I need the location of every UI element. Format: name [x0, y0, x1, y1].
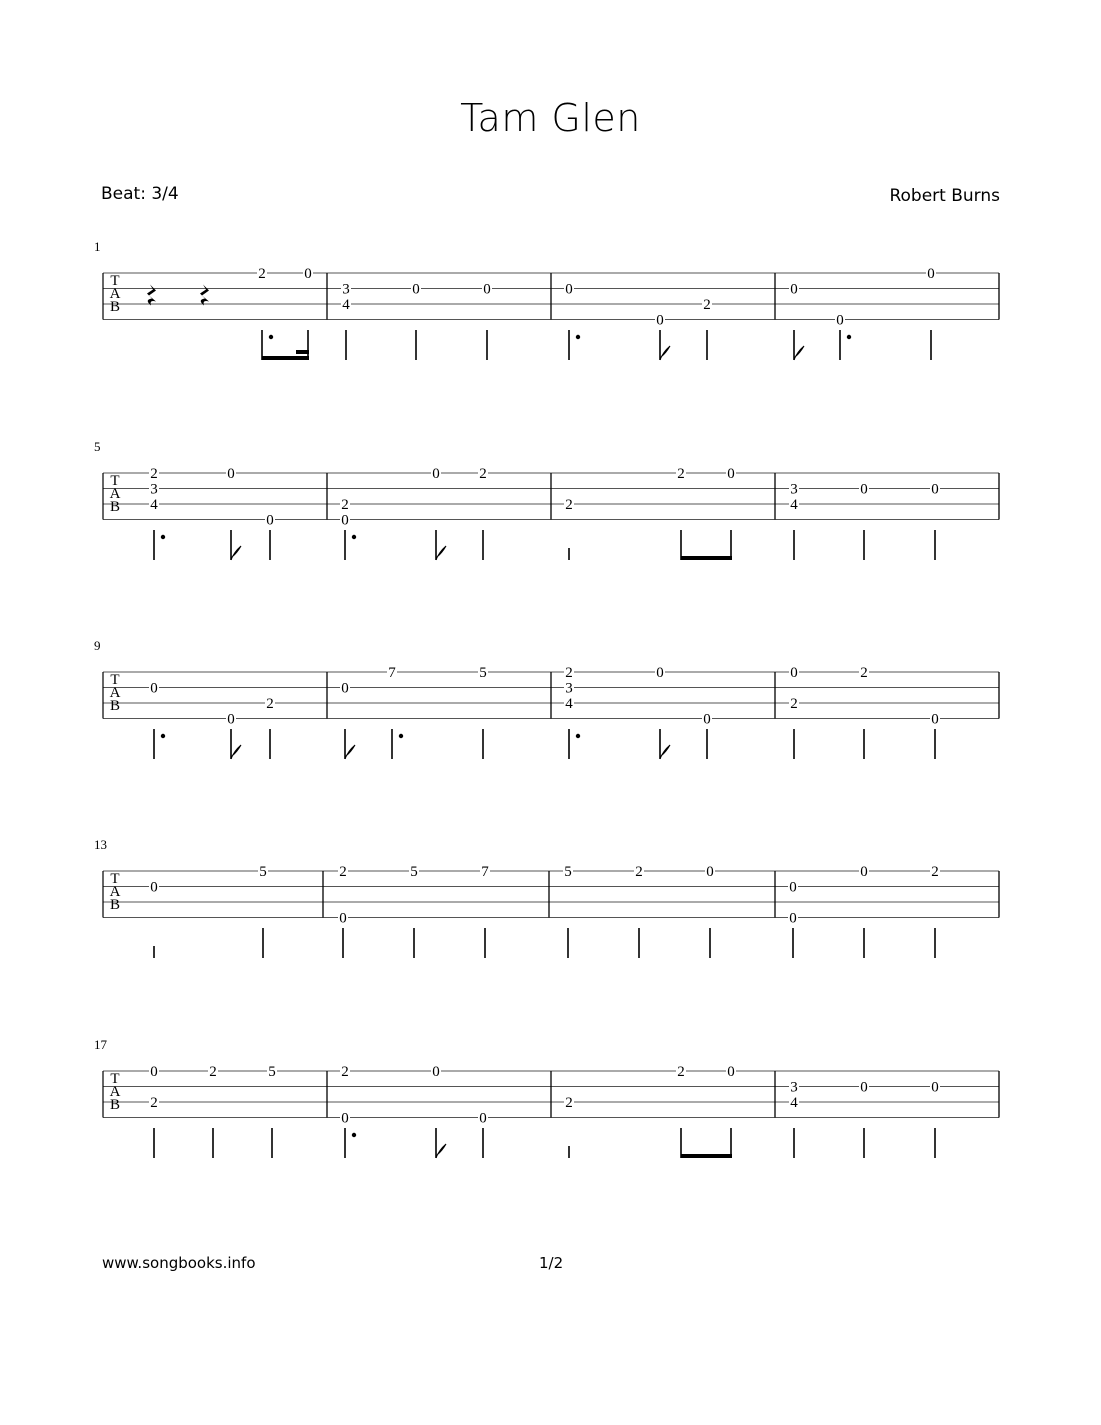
fret-number: 5 — [268, 1064, 276, 1080]
composer-label: Robert Burns — [889, 186, 1000, 206]
fret-number: 0 — [931, 1079, 939, 1096]
beam — [262, 356, 309, 360]
fret-number: 0 — [432, 1064, 440, 1080]
fret-number: 0 — [483, 281, 491, 298]
measure-number: 9 — [94, 638, 101, 653]
fret-number: 2 — [565, 497, 573, 513]
tab-clef-letter: B — [109, 1097, 121, 1113]
tab-clef-letter: A — [109, 685, 121, 701]
fret-number: 0 — [227, 466, 235, 482]
fret-number: 3 — [790, 481, 798, 498]
rhythm-dot — [399, 734, 403, 738]
quarter-rest-icon — [200, 285, 209, 306]
fret-number: 4 — [150, 497, 158, 513]
measure-number: 13 — [94, 837, 107, 852]
tab-clef-letter: T — [110, 871, 120, 887]
fret-number: 0 — [790, 281, 798, 298]
fret-number: 0 — [931, 481, 939, 498]
rhythm-dot — [352, 1133, 356, 1137]
fret-number: 0 — [860, 481, 868, 498]
rhythm-dot — [847, 335, 851, 339]
rhythm-dot — [161, 535, 165, 539]
fret-number: 4 — [790, 1095, 798, 1111]
fret-number: 5 — [410, 864, 418, 880]
fret-number: 0 — [860, 864, 868, 880]
fret-number: 2 — [266, 696, 274, 712]
fret-number: 5 — [259, 864, 267, 880]
rhythm-dot — [269, 335, 273, 339]
tab-clef-letter: A — [109, 286, 121, 302]
fret-number: 0 — [341, 512, 349, 529]
fret-number: 0 — [150, 879, 158, 896]
sixteenth-beam — [296, 350, 309, 354]
fret-number: 0 — [789, 879, 797, 896]
fret-number: 2 — [479, 466, 487, 482]
fret-number: 0 — [656, 312, 664, 329]
fret-number: 0 — [412, 281, 420, 298]
fret-number: 2 — [565, 665, 573, 681]
fret-number: 0 — [727, 1064, 735, 1080]
song-title: Tam Glen — [460, 96, 641, 140]
footer-site: www.songbooks.info — [102, 1254, 256, 1272]
fret-number: 0 — [931, 711, 939, 728]
fret-number: 0 — [656, 665, 664, 681]
rhythm-dot — [352, 535, 356, 539]
eighth-flag — [231, 745, 241, 759]
tab-clef-letter: A — [109, 884, 121, 900]
fret-number: 4 — [565, 696, 573, 712]
tab-clef-letter: B — [109, 897, 121, 913]
fret-number: 2 — [860, 665, 868, 681]
fret-number: 2 — [339, 864, 347, 880]
tab-clef-letter: T — [110, 473, 120, 489]
eighth-flag — [345, 745, 355, 759]
fret-number: 2 — [150, 1095, 158, 1111]
fret-number: 0 — [432, 466, 440, 482]
fret-number: 0 — [304, 266, 312, 282]
fret-number: 5 — [479, 665, 487, 681]
measure-number: 5 — [94, 439, 101, 454]
beat-label: Beat: 3/4 — [101, 184, 179, 204]
fret-number: 0 — [860, 1079, 868, 1096]
measure-number: 17 — [94, 1037, 107, 1052]
fret-number: 0 — [565, 281, 573, 298]
fret-number: 0 — [836, 312, 844, 329]
fret-number: 0 — [150, 680, 158, 697]
fret-number: 2 — [150, 466, 158, 482]
fret-number: 0 — [927, 266, 935, 282]
fret-number: 5 — [564, 864, 572, 880]
fret-number: 3 — [790, 1079, 798, 1096]
tab-clef-letter: B — [109, 499, 121, 515]
fret-number: 2 — [790, 696, 798, 712]
fret-number: 0 — [339, 910, 347, 927]
beam — [681, 556, 732, 560]
tab-clef-letter: T — [110, 273, 120, 289]
eighth-flag — [794, 346, 804, 360]
eighth-flag — [660, 745, 670, 759]
fret-number: 0 — [341, 1110, 349, 1127]
fret-number: 2 — [209, 1064, 217, 1080]
fret-number: 0 — [479, 1110, 487, 1127]
fret-number: 0 — [789, 910, 797, 927]
measure-number: 1 — [94, 239, 101, 254]
fret-number: 0 — [706, 864, 714, 880]
fret-number: 4 — [342, 297, 350, 313]
rhythm-dot — [576, 734, 580, 738]
beam — [681, 1154, 732, 1158]
fret-number: 2 — [341, 497, 349, 513]
rhythm-dot — [161, 734, 165, 738]
fret-number: 2 — [635, 864, 643, 880]
tab-clef-letter: B — [109, 698, 121, 714]
tab-clef-letter: T — [110, 1071, 120, 1087]
fret-number: 2 — [258, 266, 266, 282]
rhythm-dot — [576, 335, 580, 339]
fret-number: 2 — [931, 864, 939, 880]
tab-clef-letter: B — [109, 299, 121, 315]
fret-number: 2 — [677, 466, 685, 482]
fret-number: 7 — [388, 665, 396, 681]
eighth-flag — [436, 546, 446, 560]
fret-number: 0 — [227, 711, 235, 728]
fret-number: 0 — [703, 711, 711, 728]
fret-number: 7 — [481, 864, 489, 880]
fret-number: 0 — [266, 512, 274, 529]
quarter-rest-icon — [147, 285, 156, 306]
fret-number: 3 — [565, 680, 573, 697]
fret-number: 3 — [150, 481, 158, 498]
fret-number: 2 — [341, 1064, 349, 1080]
fret-number: 0 — [341, 680, 349, 697]
tab-clef-letter: A — [109, 1084, 121, 1100]
eighth-flag — [436, 1144, 446, 1158]
eighth-flag — [660, 346, 670, 360]
eighth-flag — [231, 546, 241, 560]
fret-number: 2 — [677, 1064, 685, 1080]
fret-number: 0 — [790, 665, 798, 681]
fret-number: 0 — [150, 1064, 158, 1080]
fret-number: 2 — [565, 1095, 573, 1111]
fret-number: 3 — [342, 281, 350, 298]
tab-clef-letter: A — [109, 486, 121, 502]
fret-number: 0 — [727, 466, 735, 482]
fret-number: 4 — [790, 497, 798, 513]
fret-number: 2 — [703, 297, 711, 313]
footer-page-number: 1/2 — [539, 1254, 564, 1272]
tab-clef-letter: T — [110, 672, 120, 688]
